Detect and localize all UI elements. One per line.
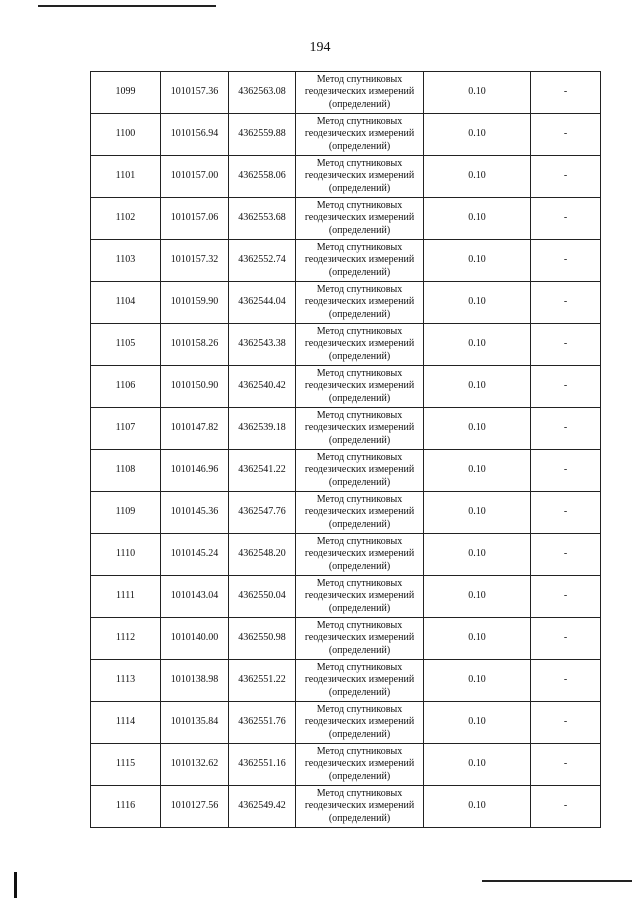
note-cell: - <box>531 408 601 450</box>
method-line: (определений) <box>328 476 391 488</box>
table-row <box>91 240 601 282</box>
y-coordinate-cell: 4362559.88 <box>229 114 296 156</box>
method-line: (определений) <box>328 770 391 782</box>
note-cell: - <box>531 450 601 492</box>
y-coordinate-cell: 4362541.22 <box>229 450 296 492</box>
table-row <box>91 744 601 786</box>
x-coordinate-cell: 1010158.26 <box>161 324 229 366</box>
note-cell: - <box>531 618 601 660</box>
x-coordinate-cell: 1010132.62 <box>161 744 229 786</box>
x-coordinate-cell: 1010157.32 <box>161 240 229 282</box>
method-line: геодезических измерений <box>304 506 415 518</box>
accuracy-cell: 0.10 <box>424 492 531 534</box>
note-cell: - <box>531 576 601 618</box>
point-id-cell: 1115 <box>91 744 161 786</box>
method-cell <box>296 408 424 450</box>
accuracy-cell: 0.10 <box>424 702 531 744</box>
method-line: Метод спутниковых <box>316 494 403 506</box>
table-row <box>91 324 601 366</box>
method-line: Метод спутниковых <box>316 410 403 422</box>
method-cell <box>296 576 424 618</box>
accuracy-cell: 0.10 <box>424 366 531 408</box>
method-cell <box>296 618 424 660</box>
note-cell: - <box>531 744 601 786</box>
method-line: (определений) <box>328 518 391 530</box>
method-cell <box>296 240 424 282</box>
method-line: (определений) <box>328 182 391 194</box>
accuracy-cell: 0.10 <box>424 114 531 156</box>
method-line: Метод спутниковых <box>316 242 403 254</box>
point-id-cell: 1116 <box>91 786 161 828</box>
accuracy-cell: 0.10 <box>424 72 531 114</box>
method-line: геодезических измерений <box>304 758 415 770</box>
method-cell <box>296 786 424 828</box>
accuracy-cell: 0.10 <box>424 240 531 282</box>
table-row <box>91 72 601 114</box>
y-coordinate-cell: 4362540.42 <box>229 366 296 408</box>
accuracy-cell: 0.10 <box>424 576 531 618</box>
method-line: (определений) <box>328 602 391 614</box>
method-cell <box>296 282 424 324</box>
method-cell <box>296 324 424 366</box>
y-coordinate-cell: 4362543.38 <box>229 324 296 366</box>
note-cell: - <box>531 786 601 828</box>
method-line: Метод спутниковых <box>316 200 403 212</box>
page-number: 194 <box>309 40 331 55</box>
note-cell: - <box>531 156 601 198</box>
method-line: геодезических измерений <box>304 548 415 560</box>
x-coordinate-cell: 1010157.06 <box>161 198 229 240</box>
method-line: (определений) <box>328 728 391 740</box>
point-id-cell: 1102 <box>91 198 161 240</box>
y-coordinate-cell: 4362549.42 <box>229 786 296 828</box>
y-coordinate-cell: 4362558.06 <box>229 156 296 198</box>
y-coordinate-cell: 4362544.04 <box>229 282 296 324</box>
method-line: Метод спутниковых <box>316 116 403 128</box>
table-row <box>91 660 601 702</box>
scan-edge-line-top <box>38 5 216 7</box>
y-coordinate-cell: 4362548.20 <box>229 534 296 576</box>
scan-edge-line-bottom <box>482 880 632 882</box>
x-coordinate-cell: 1010145.24 <box>161 534 229 576</box>
method-line: геодезических измерений <box>304 380 415 392</box>
method-cell <box>296 534 424 576</box>
method-line: Метод спутниковых <box>316 326 403 338</box>
y-coordinate-cell: 4362551.76 <box>229 702 296 744</box>
accuracy-cell: 0.10 <box>424 408 531 450</box>
method-cell <box>296 198 424 240</box>
method-line: геодезических измерений <box>304 590 415 602</box>
table-row <box>91 492 601 534</box>
method-line: (определений) <box>328 812 391 824</box>
method-line: геодезических измерений <box>304 674 415 686</box>
point-id-cell: 1106 <box>91 366 161 408</box>
note-cell: - <box>531 702 601 744</box>
method-cell <box>296 744 424 786</box>
table-row <box>91 366 601 408</box>
method-cell <box>296 702 424 744</box>
x-coordinate-cell: 1010157.00 <box>161 156 229 198</box>
method-line: геодезических измерений <box>304 716 415 728</box>
accuracy-cell: 0.10 <box>424 744 531 786</box>
note-cell: - <box>531 198 601 240</box>
point-id-cell: 1100 <box>91 114 161 156</box>
table-row <box>91 282 601 324</box>
method-cell <box>296 156 424 198</box>
x-coordinate-cell: 1010145.36 <box>161 492 229 534</box>
accuracy-cell: 0.10 <box>424 282 531 324</box>
table-row <box>91 786 601 828</box>
accuracy-cell: 0.10 <box>424 324 531 366</box>
method-line: Метод спутниковых <box>316 704 403 716</box>
method-line: геодезических измерений <box>304 212 415 224</box>
y-coordinate-cell: 4362550.04 <box>229 576 296 618</box>
method-line: (определений) <box>328 266 391 278</box>
note-cell: - <box>531 492 601 534</box>
point-id-cell: 1103 <box>91 240 161 282</box>
method-line: (определений) <box>328 308 391 320</box>
method-line: Метод спутниковых <box>316 368 403 380</box>
point-id-cell: 1104 <box>91 282 161 324</box>
note-cell: - <box>531 240 601 282</box>
x-coordinate-cell: 1010127.56 <box>161 786 229 828</box>
method-cell <box>296 366 424 408</box>
accuracy-cell: 0.10 <box>424 786 531 828</box>
table-row <box>91 156 601 198</box>
method-cell <box>296 114 424 156</box>
accuracy-cell: 0.10 <box>424 156 531 198</box>
point-id-cell: 1112 <box>91 618 161 660</box>
method-line: (определений) <box>328 434 391 446</box>
table-row <box>91 114 601 156</box>
point-id-cell: 1111 <box>91 576 161 618</box>
y-coordinate-cell: 4362551.22 <box>229 660 296 702</box>
note-cell: - <box>531 660 601 702</box>
method-cell <box>296 660 424 702</box>
note-cell: - <box>531 114 601 156</box>
y-coordinate-cell: 4362553.68 <box>229 198 296 240</box>
point-id-cell: 1099 <box>91 72 161 114</box>
method-line: Метод спутниковых <box>316 536 403 548</box>
method-line: (определений) <box>328 644 391 656</box>
accuracy-cell: 0.10 <box>424 618 531 660</box>
method-cell <box>296 450 424 492</box>
method-cell <box>296 72 424 114</box>
margin-mark <box>14 872 17 898</box>
method-line: геодезических измерений <box>304 632 415 644</box>
method-line: Метод спутниковых <box>316 662 403 674</box>
method-line: геодезических измерений <box>304 86 415 98</box>
method-line: (определений) <box>328 98 391 110</box>
table-row <box>91 198 601 240</box>
y-coordinate-cell: 4362550.98 <box>229 618 296 660</box>
method-line: (определений) <box>328 350 391 362</box>
method-line: геодезических измерений <box>304 800 415 812</box>
table-row <box>91 534 601 576</box>
x-coordinate-cell: 1010159.90 <box>161 282 229 324</box>
y-coordinate-cell: 4362552.74 <box>229 240 296 282</box>
accuracy-cell: 0.10 <box>424 660 531 702</box>
point-id-cell: 1114 <box>91 702 161 744</box>
y-coordinate-cell: 4362551.16 <box>229 744 296 786</box>
point-id-cell: 1108 <box>91 450 161 492</box>
method-line: геодезических измерений <box>304 338 415 350</box>
accuracy-cell: 0.10 <box>424 450 531 492</box>
point-id-cell: 1113 <box>91 660 161 702</box>
point-id-cell: 1107 <box>91 408 161 450</box>
accuracy-cell: 0.10 <box>424 534 531 576</box>
coordinates-table <box>90 71 601 828</box>
method-line: геодезических измерений <box>304 296 415 308</box>
method-line: Метод спутниковых <box>316 74 403 86</box>
method-line: Метод спутниковых <box>316 452 403 464</box>
method-line: геодезических измерений <box>304 128 415 140</box>
method-line: (определений) <box>328 224 391 236</box>
y-coordinate-cell: 4362563.08 <box>229 72 296 114</box>
x-coordinate-cell: 1010140.00 <box>161 618 229 660</box>
method-line: (определений) <box>328 140 391 152</box>
note-cell: - <box>531 72 601 114</box>
table-row <box>91 450 601 492</box>
coordinates-table-body <box>91 72 601 828</box>
x-coordinate-cell: 1010157.36 <box>161 72 229 114</box>
method-line: геодезических измерений <box>304 422 415 434</box>
method-line: (определений) <box>328 392 391 404</box>
x-coordinate-cell: 1010135.84 <box>161 702 229 744</box>
x-coordinate-cell: 1010150.90 <box>161 366 229 408</box>
method-line: Метод спутниковых <box>316 284 403 296</box>
note-cell: - <box>531 366 601 408</box>
note-cell: - <box>531 324 601 366</box>
method-line: Метод спутниковых <box>316 158 403 170</box>
point-id-cell: 1105 <box>91 324 161 366</box>
table-row <box>91 702 601 744</box>
method-line: (определений) <box>328 686 391 698</box>
x-coordinate-cell: 1010146.96 <box>161 450 229 492</box>
table-row <box>91 576 601 618</box>
method-line: геодезических измерений <box>304 254 415 266</box>
x-coordinate-cell: 1010138.98 <box>161 660 229 702</box>
method-line: Метод спутниковых <box>316 746 403 758</box>
y-coordinate-cell: 4362539.18 <box>229 408 296 450</box>
table-row <box>91 408 601 450</box>
point-id-cell: 1101 <box>91 156 161 198</box>
method-line: геодезических измерений <box>304 170 415 182</box>
method-line: геодезических измерений <box>304 464 415 476</box>
x-coordinate-cell: 1010147.82 <box>161 408 229 450</box>
method-line: Метод спутниковых <box>316 620 403 632</box>
method-line: (определений) <box>328 560 391 572</box>
y-coordinate-cell: 4362547.76 <box>229 492 296 534</box>
x-coordinate-cell: 1010143.04 <box>161 576 229 618</box>
method-line: Метод спутниковых <box>316 788 403 800</box>
method-line: Метод спутниковых <box>316 578 403 590</box>
note-cell: - <box>531 282 601 324</box>
note-cell: - <box>531 534 601 576</box>
method-cell <box>296 492 424 534</box>
x-coordinate-cell: 1010156.94 <box>161 114 229 156</box>
accuracy-cell: 0.10 <box>424 198 531 240</box>
point-id-cell: 1109 <box>91 492 161 534</box>
table-row <box>91 618 601 660</box>
point-id-cell: 1110 <box>91 534 161 576</box>
